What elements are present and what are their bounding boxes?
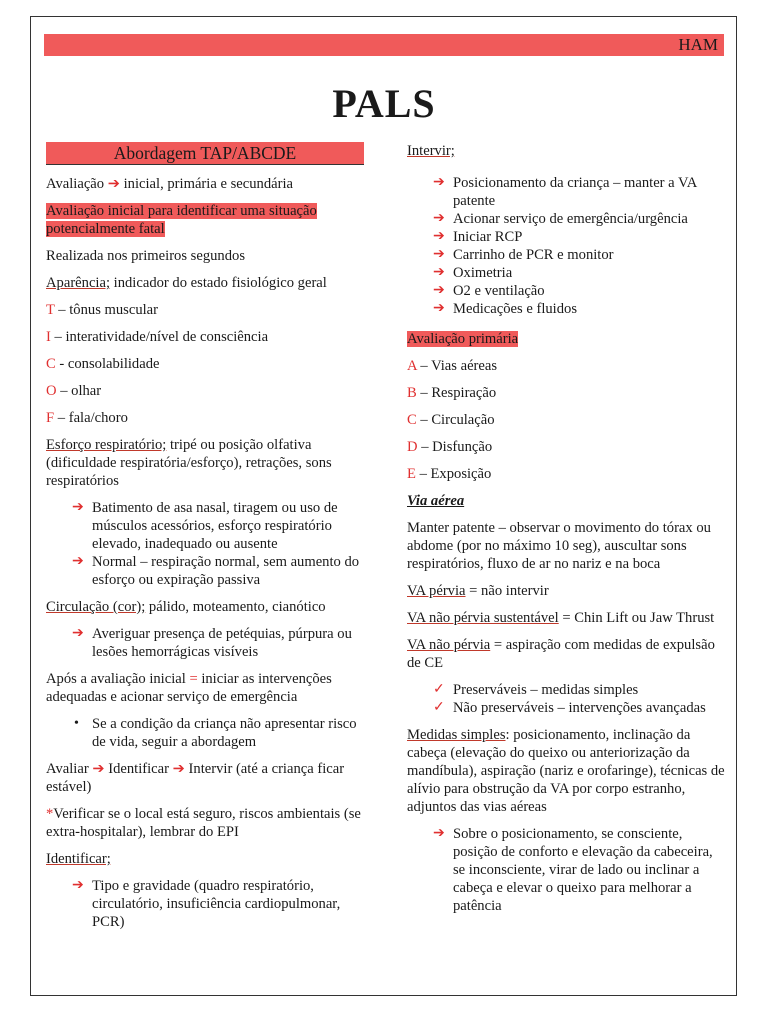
tici-letter: C [46,356,56,372]
abcde-item [407,438,725,456]
check-list [407,681,725,717]
abcde-text: – Circulação [416,412,495,428]
arrow-icon: ➔ [72,626,84,641]
header-label: HAM [678,35,718,54]
tici-letter: T [46,302,55,318]
list-item-text: Iniciar RCP [453,229,523,245]
medidas-line [407,726,725,816]
abcde-letter: C [407,412,417,428]
tici-text: – fala/choro [54,410,128,426]
arrow-icon: ➔ [92,761,105,777]
circulacao-label: Circulação (cor); [46,599,146,615]
list-item-text: Acionar serviço de emergência/urgência [453,211,688,227]
abcde-letter: A [407,358,417,374]
va2-text: = Chin Lift ou Jaw Thrust [558,610,715,626]
abcde-item [407,384,725,402]
intervir-line [407,142,725,160]
list-item-text: Sobre o posicionamento, se consciente, posição de conforto e elevação da cabeceira, se inconsciente, virar de lado ou inclinar a cabeça e elevar o queixo para melhorar a patência [453,826,713,914]
via-aerea-line [407,492,725,510]
avaliacao-line [46,175,368,193]
esforco-text: tripé ou posição olfativa (dificuldade respiratória/esforço), retrações, sons respiratórios [46,437,332,489]
va3-label: VA não pérvia [407,637,491,653]
arrow-icon: ➔ [433,175,445,190]
arrow-icon: ➔ [72,500,84,515]
arrow-icon: ➔ [107,176,120,192]
va1-text: = não intervir [465,583,549,599]
list-item [407,699,725,717]
aparencia-label: Aparência; [46,275,111,291]
avaliacao-post: inicial, primária e secundária [119,176,293,192]
list-item [46,625,368,661]
via-aerea-label: Via aérea [407,493,465,509]
apos-pre: Após a avaliação inicial [46,671,190,687]
list-item [407,681,725,699]
list-item [46,553,368,589]
check-icon: ✓ [433,682,445,697]
page-title: PALS [332,81,436,126]
list-item [407,228,725,246]
aparencia-text: indicador do estado fisiológico geral [110,275,327,291]
tici-letter: I [46,329,51,345]
left-column [46,142,368,940]
section-title: Abordagem TAP/ABCDE [46,142,364,165]
tici-text: - consolabilidade [55,356,160,372]
arrow-icon: ➔ [433,247,445,262]
esforco-line [46,436,368,490]
equals-sign: = [189,671,198,687]
list-item-text: Se a condição da criança não apresentar risco de vida, seguir a abordagem [92,716,357,750]
tici-item [46,328,368,346]
abcde-letter: B [407,385,417,401]
identificar-list [46,877,368,931]
abcde-letter: D [407,439,418,455]
list-item-text: Averiguar presença de petéquias, púrpura ou lesões hemorrágicas visíveis [92,626,352,660]
list-item-text: Carrinho de PCR e monitor [453,247,614,263]
tici-letter: F [46,410,55,426]
inicial-highlight [46,202,368,238]
list-item [407,264,725,282]
tici-item [46,355,368,373]
abcde-item [407,411,725,429]
list-item [407,282,725,300]
list-item [407,174,725,210]
asterisk: * [46,806,54,822]
verificar-line [46,805,368,841]
medidas-label: Medidas simples [407,727,506,743]
tici-list [46,301,368,427]
arrow-icon: ➔ [433,301,445,316]
avaliar-a: Avaliar [46,761,89,777]
list-item-text: Medicações e fluidos [453,301,578,317]
primaria-line [407,330,725,348]
abcde-item [407,357,725,375]
list-item [407,210,725,228]
tici-item [46,382,368,400]
tici-item [46,409,368,427]
list-item [46,499,368,553]
circulacao-line [46,598,368,616]
esforco-label: Esforço respiratório; [46,437,167,453]
abcde-list [407,357,725,483]
list-item [407,246,725,264]
medidas-list [407,825,725,915]
tici-text: – tônus muscular [54,302,159,318]
avaliar-line [46,760,368,796]
apos-line [46,670,368,706]
esforco-list [46,499,368,589]
manter-text: Manter patente – observar o movimento do tórax ou abdome (por no máximo 10 seg), auscultar sons respiratórios, fluxo de ar no nariz e na boca [407,520,711,572]
list-item-text: Preserváveis – medidas simples [453,682,639,698]
va2-line [407,609,725,627]
va1-label: VA pérvia [407,583,466,599]
check-icon: ✓ [433,700,445,715]
intervir-label: Intervir; [407,143,455,159]
tici-text: – interatividade/nível de consciência [50,329,269,345]
arrow-icon: ➔ [72,554,84,569]
primaria-label: Avaliação primária [407,331,519,347]
arrow-icon: ➔ [172,761,185,777]
list-item [407,300,725,318]
medidas-text: : posicionamento, inclinação da cabeça (elevação do queixo ou anteriorização da mandíbula), aspiração (nariz e orofaringe), técnicas de alívio para obstrução da VA por corpo estranho, adjuntos das vias aéreas [407,727,725,815]
va3-text: = aspiração com medidas de expulsão de CE [407,637,715,671]
va1-line [407,582,725,600]
circulacao-list [46,625,368,661]
tici-letter: O [46,383,57,399]
list-item-text: Batimento de asa nasal, tiragem ou uso de músculos acessórios, esforço respiratório elevado, inadequado ou ausente [92,500,338,552]
list-item [407,825,725,915]
intervir-list [407,174,725,318]
tici-text: – olhar [56,383,102,399]
list-item-text: Oximetria [453,265,513,281]
abcde-text: – Disfunção [417,439,493,455]
list-item-text: Posicionamento da criança – manter a VA patente [453,175,697,209]
highlight-text: Avaliação inicial para identificar uma situação potencialmente fatal [46,203,317,237]
va3-line [407,636,725,672]
apos-post: iniciar as intervenções adequadas e acionar serviço de emergência [46,671,332,705]
abcde-letter: E [407,466,416,482]
list-item-text: Não preserváveis – intervenções avançadas [453,700,706,716]
avaliar-c: Intervir (até a criança ficar estável) [46,761,345,795]
va2-label: VA não pérvia sustentável [407,610,559,626]
arrow-icon: ➔ [433,283,445,298]
arrow-icon: ➔ [433,229,445,244]
header-bar [44,34,724,56]
verificar-text: Verificar se o local está seguro, riscos ambientais (se extra-hospitalar), lembrar do EPI [46,806,361,840]
arrow-icon: ➔ [433,826,445,841]
bullet-icon: • [74,716,79,731]
list-item-text: O2 e ventilação [453,283,545,299]
abcde-text: – Vias aéreas [416,358,498,374]
arrow-icon: ➔ [433,211,445,226]
identificar-line [46,850,368,868]
identificar-label: Identificar; [46,851,111,867]
apos-list [46,715,368,751]
list-item [46,715,368,751]
list-item-text: Normal – respiração normal, sem aumento do esforço ou expiração passiva [92,554,360,588]
abcde-item [407,465,725,483]
list-item-text: Tipo e gravidade (quadro respiratório, circulatório, insuficiência cardiopulmonar, PCR) [92,878,341,930]
abcde-text: – Respiração [416,385,497,401]
tici-item [46,301,368,319]
right-column [407,142,725,924]
avaliacao-text: Avaliação [46,176,105,192]
arrow-icon: ➔ [433,265,445,280]
avaliar-b: Identificar [104,761,169,777]
aparencia-line [46,274,368,292]
abcde-text: – Exposição [415,466,492,482]
circulacao-text: pálido, moteamento, cianótico [145,599,326,615]
arrow-icon: ➔ [72,878,84,893]
realizada-text: Realizada nos primeiros segundos [46,248,245,264]
list-item [46,877,368,931]
